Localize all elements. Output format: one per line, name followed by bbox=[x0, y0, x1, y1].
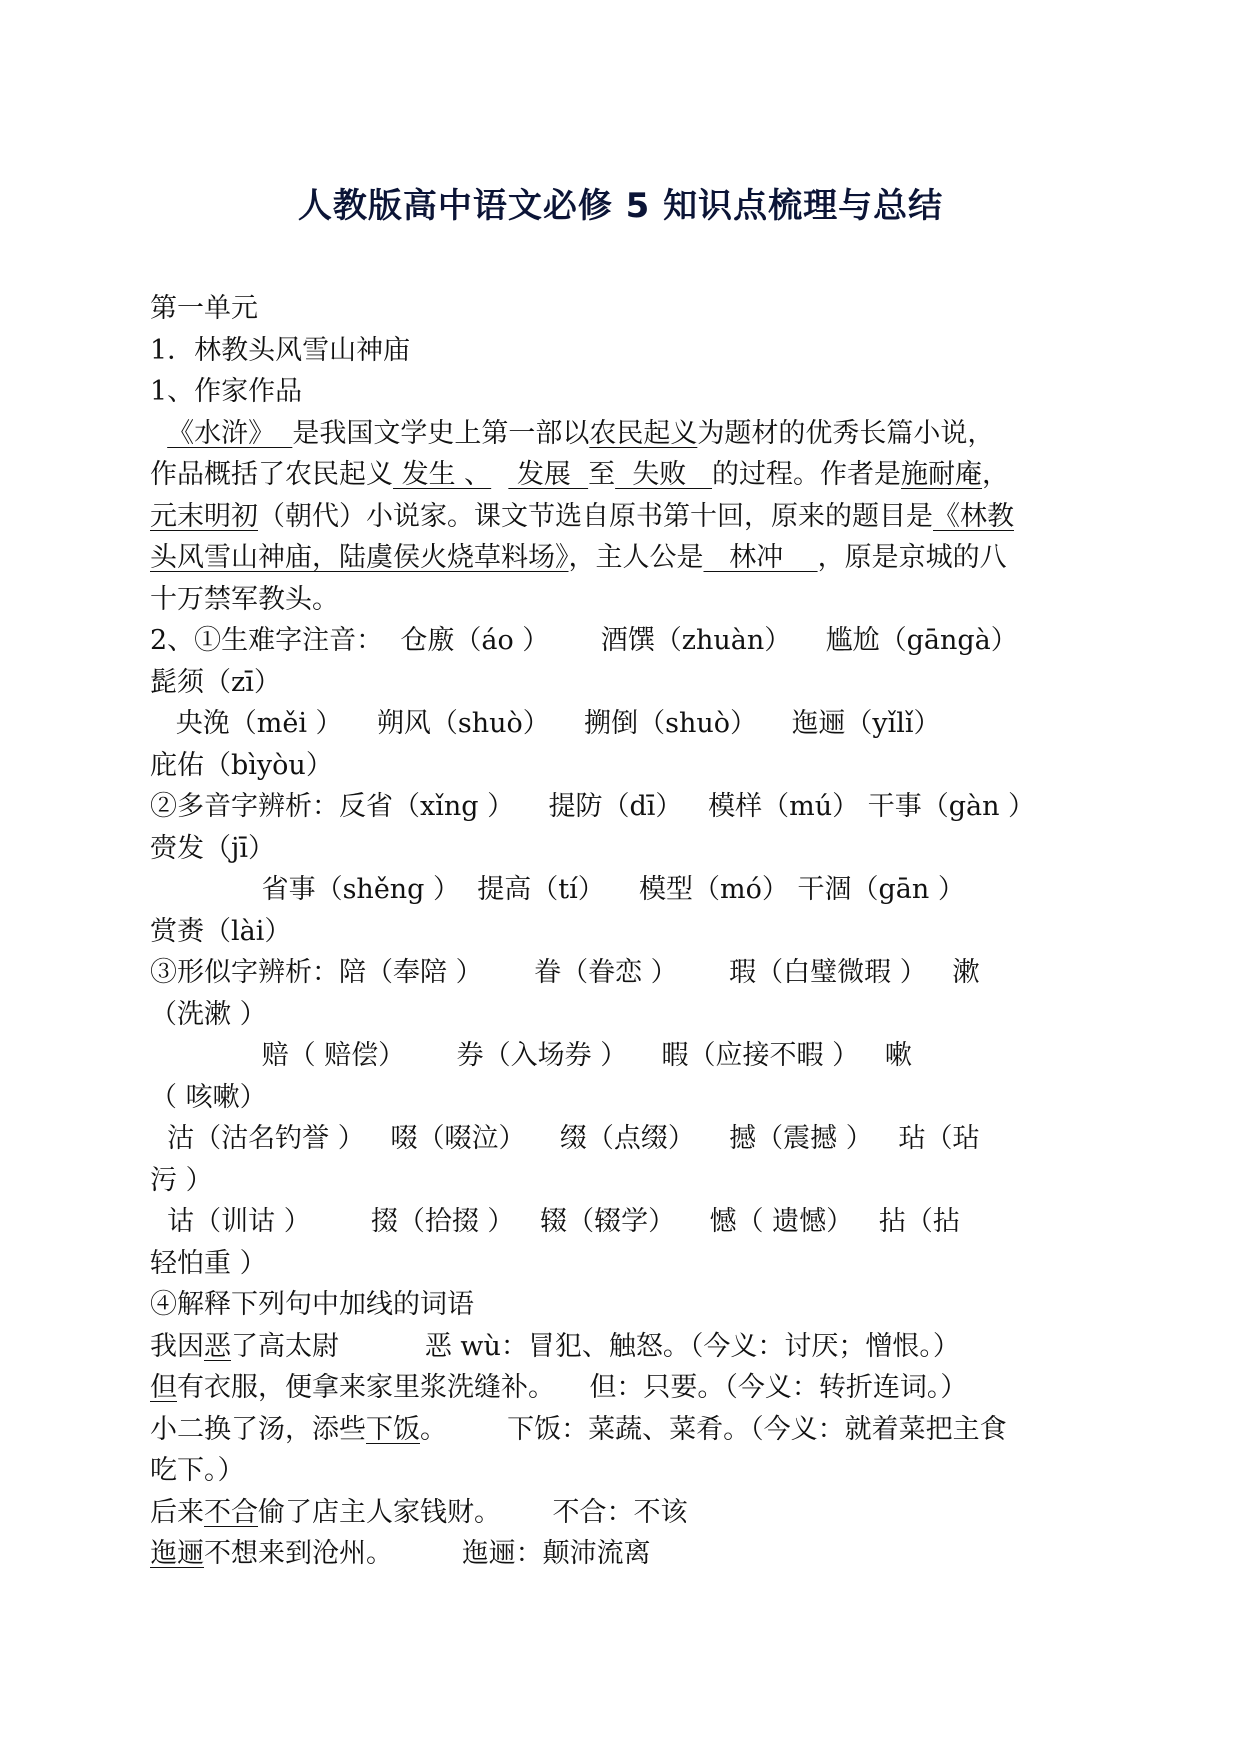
blank-answer: 发生 、 bbox=[393, 459, 492, 490]
text-span: 偷了店主人家钱财。 不合：不该 bbox=[258, 1496, 688, 1528]
paragraph-line: 十万禁军教头。 bbox=[150, 583, 339, 615]
text-span: 不想来到沧州。 迤逦：颠沛流离 bbox=[204, 1538, 651, 1569]
unit-heading: 第一单元 bbox=[150, 293, 258, 324]
pinyin-line: 央浼（měi ） 朔风（shuò） 搠倒（shuò） 迤逦（yǐlǐ） bbox=[150, 708, 941, 739]
underlined-word: 但 bbox=[150, 1372, 177, 1403]
definition-line bbox=[150, 1533, 1092, 1575]
section-heading: ④解释下列句中加线的词语 bbox=[150, 1289, 474, 1320]
underlined-word: 下饭 bbox=[366, 1413, 420, 1445]
paragraph-line bbox=[150, 413, 1092, 455]
blank-answer: 农民起义 bbox=[589, 417, 698, 449]
similar-char-line: （ 咳嗽） bbox=[150, 1081, 267, 1113]
paragraph-line bbox=[150, 496, 1092, 538]
document-body bbox=[150, 288, 1092, 1575]
text-span: 我因 bbox=[150, 1330, 204, 1362]
lesson-heading: 1．林教头风雪山神庙 bbox=[150, 334, 411, 366]
text-span: 至 bbox=[588, 459, 616, 490]
similar-char-line: 污 ） bbox=[150, 1164, 213, 1196]
text-span: （朝代）小说家。课文节选自原书第十回，原来的题目是 bbox=[258, 500, 933, 532]
blank-answer: 头风雪山神庙，陆虞侯火烧草料场》 bbox=[150, 542, 569, 573]
text-span: 有衣服，便拿来家里浆洗缝补。 但：只要。（今义：转折连词。） bbox=[177, 1372, 968, 1403]
text-span: 后来 bbox=[150, 1496, 204, 1528]
paragraph-line bbox=[150, 454, 1092, 496]
text-span: ，原是京城的八 bbox=[817, 542, 1007, 573]
definition-line bbox=[150, 1326, 1092, 1368]
polyphone-line: 省事（shěng ） 提高（tí） 模型（mó） 干涸（gān ） bbox=[150, 874, 965, 905]
blank-answer: 林冲 bbox=[703, 542, 818, 573]
definition-line bbox=[150, 1409, 1092, 1451]
section-heading: 1、作家作品 bbox=[150, 376, 303, 407]
similar-char-line: ③形似字辨析：陪（奉陪 ） 眷（眷恋 ） 瑕（白璧微瑕 ） 漱 bbox=[150, 957, 980, 988]
underlined-word: 不合 bbox=[204, 1496, 258, 1528]
text-span: 小二换了汤，添些 bbox=[150, 1413, 366, 1445]
similar-char-line: 诂（训诂 ） 掇（拾掇 ） 辍（辍学） 憾（ 遗憾） 拈（拈 bbox=[150, 1206, 960, 1237]
blank-answer: 元末明初 bbox=[150, 500, 258, 532]
polyphone-line: 赏赉（lài） bbox=[150, 915, 292, 947]
text-span bbox=[150, 418, 167, 449]
text-span bbox=[491, 459, 508, 490]
definition-line bbox=[150, 1450, 1092, 1492]
blank-answer: 发展 bbox=[508, 459, 589, 490]
blank-answer: 《林教 bbox=[933, 500, 1014, 532]
pinyin-line: 髭须（zī） bbox=[150, 666, 281, 698]
text-span: 是我国文学史上第一部以 bbox=[292, 417, 590, 449]
underlined-word: 迤逦 bbox=[150, 1538, 204, 1569]
polyphone-line: 赍发（jī） bbox=[150, 832, 276, 864]
text-span: 。 下饭：菜蔬、菜肴。（今义：就着菜把主食 bbox=[420, 1413, 1007, 1445]
blank-answer: 失败 bbox=[615, 459, 713, 490]
pinyin-line: 2、①生难字注音： 仓廒（áo ） 酒馔（zhuàn） 尴尬（gāngà） bbox=[150, 625, 1018, 656]
pinyin-line: 庇佑（bìyòu） bbox=[150, 749, 333, 781]
text-span: 的过程。作者是 bbox=[712, 459, 902, 490]
similar-char-line: 赔（ 赔偿） 券（入场券 ） 暇（应接不暇 ） 嗽 bbox=[150, 1040, 912, 1071]
text-span: 了高太尉 恶 wù：冒犯、触怒。（今义：讨厌；憎恨。） bbox=[231, 1330, 960, 1362]
similar-char-line: 轻怕重 ） bbox=[150, 1247, 267, 1279]
blank-answer: 施耐庵 bbox=[901, 459, 983, 490]
text-span: 为题材的优秀长篇小说， bbox=[697, 417, 995, 449]
text-span: 吃下。） bbox=[150, 1455, 245, 1486]
similar-char-line: 沽（沽名钓誉 ） 啜（啜泣） 缀（点缀） 撼（震撼 ） 玷（玷 bbox=[150, 1123, 980, 1154]
definition-line bbox=[150, 1367, 1092, 1409]
paragraph-line bbox=[150, 537, 1092, 579]
document-title: 人教版高中语文必修 5 知识点梳理与总结 bbox=[297, 186, 944, 226]
polyphone-line: ②多音字辨析：反省（xǐng ） 提防（dī） 模样（mú） 干事（gàn ） bbox=[150, 791, 1036, 822]
text-span: ， bbox=[982, 459, 1010, 490]
blank-answer: 《水浒》 bbox=[167, 417, 293, 449]
text-span: ，主人公是 bbox=[568, 542, 704, 573]
similar-char-line: （洗漱 ） bbox=[150, 998, 267, 1030]
definition-line bbox=[150, 1492, 1092, 1534]
underlined-word: 恶 bbox=[204, 1330, 231, 1362]
text-span: 作品概括了农民起义 bbox=[150, 459, 393, 490]
